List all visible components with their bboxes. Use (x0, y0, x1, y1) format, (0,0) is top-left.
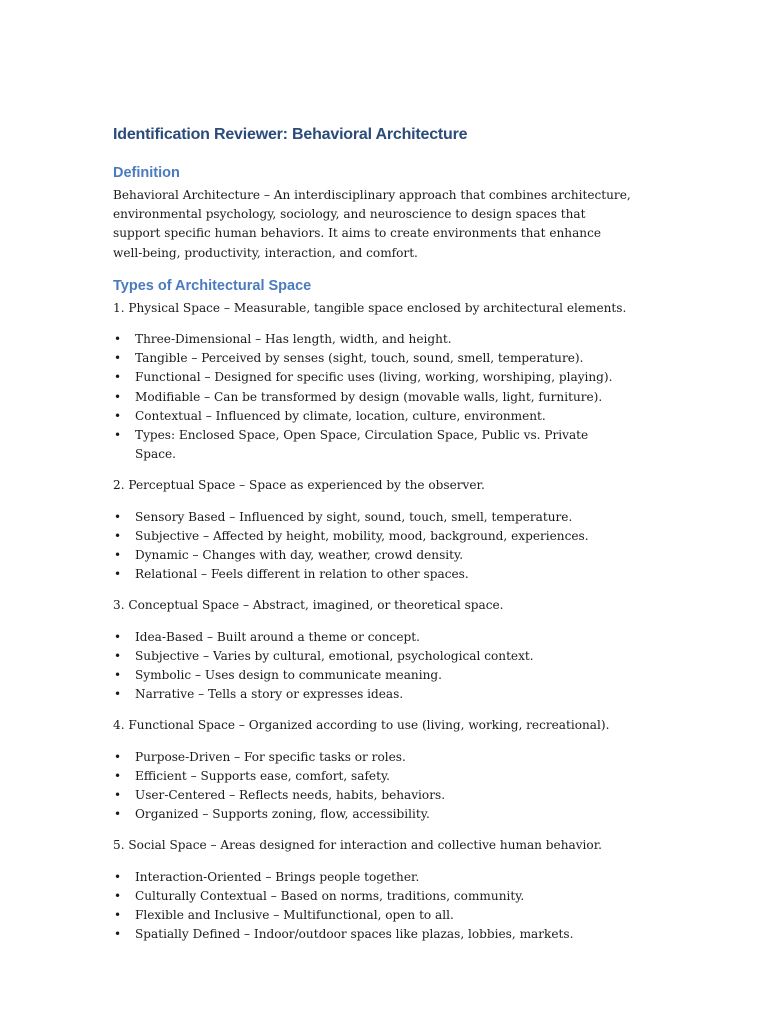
list-item (113, 508, 633, 527)
list-item-text: Modifiable – Can be transformed by design (movable walls, light, furniture). (135, 389, 603, 404)
section-lead: 4. Functional Space – Organized according to use (living, working, recreational). (113, 718, 610, 733)
list-item-text: Idea-Based – Built around a theme or concept. (135, 629, 420, 644)
bullet-icon: • (114, 509, 122, 524)
list-item-text: Efficient – Supports ease, comfort, safety. (135, 768, 391, 783)
bullet-list (113, 330, 633, 464)
bullet-icon: • (114, 351, 122, 366)
list-item (113, 527, 633, 546)
bullet-icon: • (114, 528, 122, 543)
types-sections (113, 299, 633, 945)
section-conceptual-space (113, 596, 633, 704)
list-item (113, 388, 633, 407)
definition-heading: Definition (113, 165, 180, 181)
section-lead: 1. Physical Space – Measurable, tangible space enclosed by architectural elements. (113, 300, 627, 315)
list-item (113, 565, 633, 584)
list-item (113, 805, 633, 824)
list-item-text: Three-Dimensional – Has length, width, and height. (135, 332, 452, 347)
bullet-icon: • (114, 648, 122, 663)
list-item-text: Contextual – Influenced by climate, location, culture, environment. (135, 408, 546, 423)
section-lead: 5. Social Space – Areas designed for interaction and collective human behavior. (113, 838, 602, 853)
list-item-text: User-Centered – Reflects needs, habits, behaviors. (135, 788, 446, 803)
list-item-text: Sensory Based – Influenced by sight, sound, touch, smell, temperature. (135, 509, 573, 524)
bullet-icon: • (114, 687, 122, 702)
list-item-text: Interaction-Oriented – Brings people together. (135, 869, 420, 884)
document-page (113, 123, 633, 957)
bullet-icon: • (114, 749, 122, 764)
bullet-icon: • (114, 788, 122, 803)
list-item (113, 426, 633, 464)
bullet-icon: • (114, 389, 122, 404)
bullet-icon: • (114, 927, 122, 942)
list-item (113, 767, 633, 786)
list-item-text: Types: Enclosed Space, Open Space, Circulation Space, Public vs. Private Space. (135, 428, 589, 462)
bullet-icon: • (114, 629, 122, 644)
list-item-text: Subjective – Affected by height, mobility, mood, background, experiences. (135, 528, 589, 543)
list-item (113, 628, 633, 647)
list-item-text: Functional – Designed for specific uses (living, working, worshiping, playing). (135, 370, 613, 385)
types-heading: Types of Architectural Space (113, 277, 312, 294)
section-social-space (113, 836, 633, 944)
bullet-icon: • (114, 567, 122, 582)
section-lead: 3. Conceptual Space – Abstract, imagined, or theoretical space. (113, 598, 504, 613)
section-perceptual-space (113, 476, 633, 584)
bullet-icon: • (114, 428, 122, 443)
bullet-list (113, 748, 633, 825)
list-item-text: Subjective – Varies by cultural, emotional, psychological context. (135, 648, 534, 663)
list-item (113, 407, 633, 426)
section-functional-space (113, 716, 633, 824)
bullet-icon: • (114, 332, 122, 347)
list-item (113, 868, 633, 887)
bullet-icon: • (114, 869, 122, 884)
list-item-text: Relational – Feels different in relation to other spaces. (135, 567, 469, 582)
bullet-icon: • (114, 548, 122, 563)
list-item-text: Tangible – Perceived by senses (sight, touch, sound, smell, temperature). (135, 351, 584, 366)
bullet-list (113, 868, 633, 945)
list-item (113, 887, 633, 906)
list-item (113, 349, 633, 368)
definition-text: Behavioral Architecture – An interdisciplinary approach that combines architecture, environmental psychology, sociology, and neuroscience to design spaces that support specific human behaviors. It aims to create environments that enhance well-being, productivity, interaction, and comfort. (113, 188, 631, 260)
bullet-list (113, 508, 633, 585)
bullet-icon: • (114, 408, 122, 423)
section-physical-space (113, 299, 633, 465)
list-item-text: Organized – Supports zoning, flow, accessibility. (135, 807, 430, 822)
list-item-text: Dynamic – Changes with day, weather, crowd density. (135, 548, 464, 563)
list-item (113, 368, 633, 387)
list-item (113, 748, 633, 767)
bullet-list (113, 628, 633, 705)
list-item (113, 685, 633, 704)
list-item (113, 330, 633, 349)
list-item (113, 906, 633, 925)
bullet-icon: • (114, 888, 122, 903)
bullet-icon: • (114, 807, 122, 822)
list-item-text: Culturally Contextual – Based on norms, traditions, community. (135, 888, 525, 903)
list-item (113, 647, 633, 666)
list-item-text: Spatially Defined – Indoor/outdoor spaces like plazas, lobbies, markets. (135, 927, 574, 942)
list-item (113, 546, 633, 565)
bullet-icon: • (114, 768, 122, 783)
bullet-icon: • (114, 668, 122, 683)
list-item-text: Narrative – Tells a story or expresses ideas. (135, 687, 404, 702)
list-item (113, 786, 633, 805)
list-item (113, 666, 633, 685)
document-title: Identification Reviewer: Behavioral Architecture (113, 126, 468, 143)
list-item-text: Purpose-Driven – For specific tasks or roles. (135, 749, 406, 764)
bullet-icon: • (114, 908, 122, 923)
section-lead: 2. Perceptual Space – Space as experienced by the observer. (113, 478, 485, 493)
list-item (113, 925, 633, 944)
bullet-icon: • (114, 370, 122, 385)
list-item-text: Flexible and Inclusive – Multifunctional, open to all. (135, 908, 454, 923)
list-item-text: Symbolic – Uses design to communicate meaning. (135, 668, 442, 683)
